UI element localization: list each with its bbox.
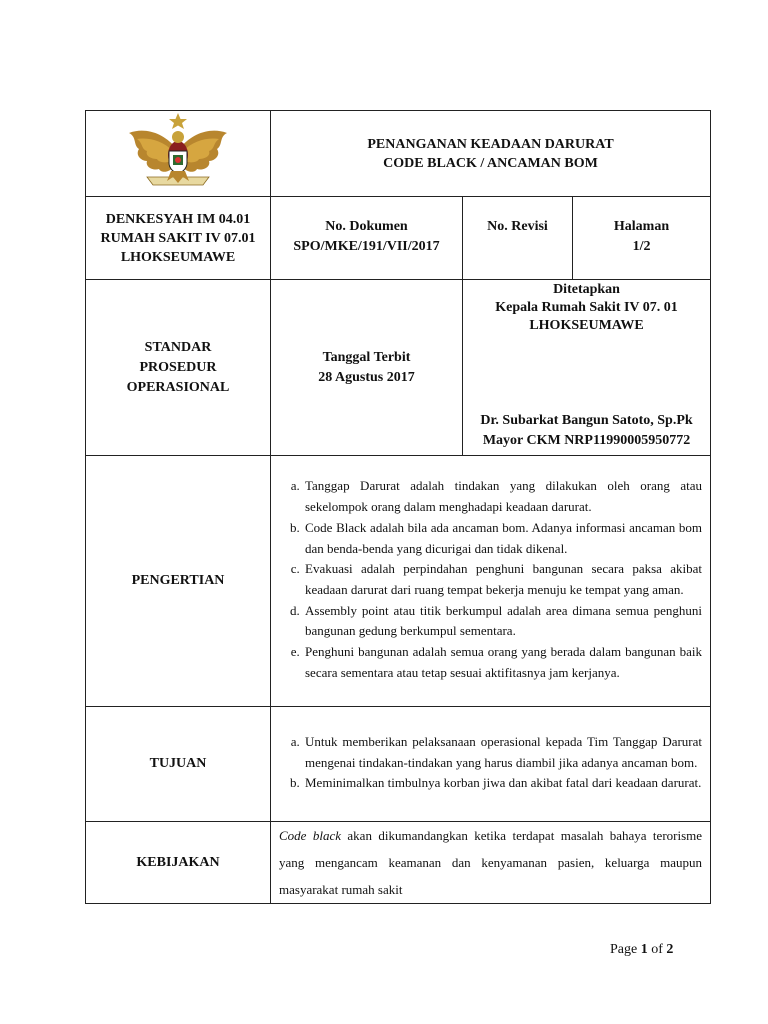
title-line-2: CODE BLACK / ANCAMAN BOM [383, 155, 598, 171]
sop-label-cell [86, 280, 271, 456]
doc-number-label: No. Dokumen [325, 219, 408, 234]
signer-rank: Mayor CKM NRP11990005950772 [482, 433, 691, 448]
pengertian-label: PENGERTIAN [86, 456, 271, 707]
issue-date-value: 28 Agustus 2017 [318, 369, 415, 385]
list-item: d. Assembly point atau titik berkumpul adalah area dimana semua penghuni bangunan gedung berkumpul sementara. [303, 601, 702, 642]
approval-line-2: LHOKSEUMAWE [529, 318, 644, 333]
list-item: b. Code Black adalah bila ada ancaman bom. Adanya informasi ancaman bom dan benda-benda yang dicurigai dan tidak dikenal. [303, 518, 702, 559]
of-word: of [651, 942, 663, 957]
tujuan-label: TUJUAN [86, 707, 271, 822]
sop-line-2: PROSEDUR [139, 359, 217, 375]
list-item: e. Penghuni bangunan adalah semua orang yang berada dalam bangunan baik secara sementara atau tetap sesuai aktifitasnya jam kerjanya. [303, 642, 702, 683]
list-item: b. Meminimalkan timbulnya korban jiwa dan akibat fatal dari keadaan darurat. [303, 773, 702, 794]
org-line-2: RUMAH SAKIT IV 07.01 [100, 230, 256, 246]
doc-number-value: SPO/MKE/191/VII/2017 [293, 239, 440, 254]
page-cell [573, 197, 711, 280]
approval-line-1: Kepala Rumah Sakit IV 07. 01 [495, 300, 678, 315]
organization-cell [86, 197, 271, 280]
kebijakan-label: KEBIJAKAN [86, 822, 271, 904]
org-line-3: LHOKSEUMAWE [120, 249, 236, 265]
org-line-1: DENKESYAH IM 04.01 [105, 211, 251, 227]
page-word: Page [610, 942, 638, 957]
page-footer [610, 942, 673, 958]
kebijakan-text: akan dikumandangkan ketika terdapat masalah bahaya terorisme yang mengancam keamanan dan kenyamanan pasien, keluarga maupun masyarakat rumah sakit [279, 828, 703, 897]
issue-date-cell [271, 280, 463, 456]
issue-date-label: Tanggal Terbit [322, 349, 411, 365]
pengertian-content [271, 456, 711, 707]
signer-name: Dr. Subarkat Bangun Satoto, Sp.Pk [480, 413, 693, 428]
tujuan-list [271, 728, 710, 800]
pengertian-list [271, 472, 710, 689]
sop-line-3: OPERASIONAL [126, 379, 230, 395]
current-page: 1 [640, 942, 648, 957]
approval-label: Ditetapkan [553, 282, 620, 297]
revision-cell [463, 197, 573, 280]
page-label: Halaman [613, 219, 670, 234]
garuda-emblem-icon [123, 111, 233, 191]
doc-number-cell [271, 197, 463, 280]
list-item: c. Evakuasi adalah perpindahan penghuni bangunan secara paksa akibat keadaan darurat dari ruang tempat bekerja menuju ke tempat yang aman. [303, 559, 702, 600]
kebijakan-content [271, 822, 711, 904]
tujuan-content [271, 707, 711, 822]
kebijakan-lead: Code black [279, 828, 341, 843]
logo-cell [86, 111, 271, 197]
title-line-1: PENANGANAN KEADAAN DARURAT [367, 136, 614, 152]
document-title [271, 111, 711, 197]
sop-line-1: STANDAR [144, 339, 212, 355]
list-item: a. Tanggap Darurat adalah tindakan yang dilakukan oleh orang atau sekelompok orang dalam menghadapi keadaan darurat. [303, 476, 702, 517]
total-pages: 2 [666, 942, 674, 957]
approval-cell [463, 280, 711, 456]
list-item: a. Untuk memberikan pelaksanaan operasional kepada Tim Tanggap Darurat mengenai tindakan-tindakan yang harus diambil jika adanya ancaman bom. [303, 732, 702, 773]
sop-document-table [85, 110, 711, 904]
page-value: 1/2 [632, 239, 651, 254]
revision-label: No. Revisi [487, 219, 548, 234]
